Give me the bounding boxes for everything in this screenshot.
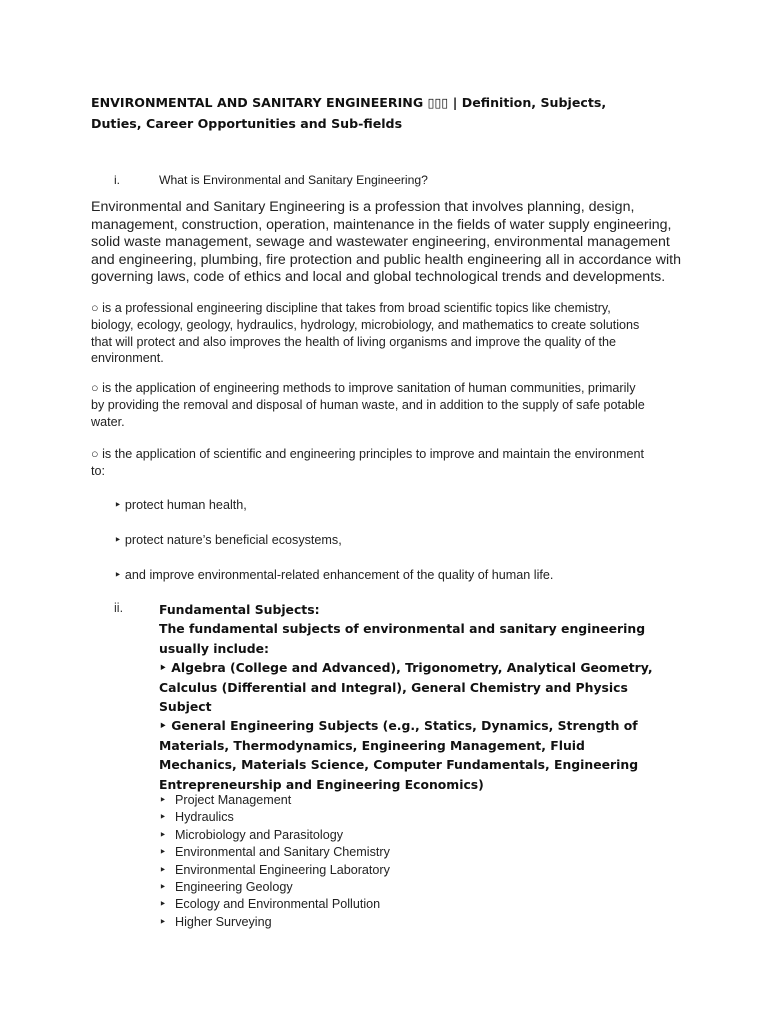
- point-line: that will protect and also improves the health of living organisms and improve the quality of the: [91, 334, 617, 349]
- point-paragraph-3: [91, 446, 681, 480]
- intro-line: and engineering, plumbing, fire protection and public health engineering all in accordance with: [91, 251, 681, 268]
- bold-line: Calculus (Differential and Integral), General Chemistry and Physics: [159, 679, 628, 695]
- bold-line: ‣ Algebra (College and Advanced), Trigonometry, Analytical Geometry,: [159, 660, 653, 676]
- bullet-item: ‣ protect nature’s beneficial ecosystems,: [114, 533, 342, 547]
- point-line: biology, ecology, geology, hydraulics, hydrology, microbiology, and mathematics to create solutions: [91, 317, 640, 332]
- title-line-1: [91, 92, 651, 113]
- point-line: by providing the removal and disposal of human waste, and in addition to the supply of safe potable: [91, 397, 645, 412]
- bullet-icon: ‣: [159, 793, 167, 807]
- intro-line: Environmental and Sanitary Engineering is a profession that involves planning, design,: [91, 199, 635, 215]
- list-item: [159, 844, 390, 861]
- point-paragraph-1: [91, 300, 681, 367]
- bullet-icon: ‣: [159, 880, 167, 895]
- subject-label: Microbiology and Parasitology: [175, 827, 344, 842]
- bullet-icon: ‣: [159, 897, 167, 912]
- section-1-number: i.: [114, 173, 120, 187]
- title-line-2: Duties, Career Opportunities and Sub-fields: [91, 116, 403, 131]
- point-line: environment.: [91, 351, 164, 366]
- point-line: water.: [91, 414, 125, 429]
- subject-label: Project Management: [175, 793, 292, 807]
- point-line: to:: [91, 463, 106, 478]
- title-missing-glyphs: ▯▯▯: [427, 95, 449, 110]
- intro-line: management, construction, operation, maintenance in the fields of water supply engineering,: [91, 216, 672, 233]
- bullet-icon: ‣: [159, 914, 167, 929]
- point-line: ○ is the application of scientific and engineering principles to improve and maintain the environment: [91, 447, 644, 461]
- bold-line: usually include:: [159, 640, 269, 656]
- list-item: [159, 809, 390, 826]
- bullet-icon: ‣: [159, 810, 167, 825]
- list-item: [159, 792, 390, 809]
- list-item: [159, 879, 390, 896]
- bullet-icon: ‣: [159, 862, 167, 877]
- bold-line: The fundamental subjects of environmental and sanitary engineering: [159, 621, 646, 637]
- point-paragraph-2: [91, 380, 681, 430]
- bold-line: Subject: [159, 699, 212, 715]
- point-line: ○ is the application of engineering methods to improve sanitation of human communities, primarily: [91, 381, 636, 395]
- section-2-heading: Fundamental Subjects:: [159, 602, 320, 617]
- intro-line: governing laws, code of ethics and local and global technological trends and developments.: [91, 269, 666, 286]
- subject-label: Environmental and Sanitary Chemistry: [175, 845, 390, 860]
- bullet-item: ‣ protect human health,: [114, 498, 247, 512]
- list-item: [159, 862, 390, 879]
- subject-label: Environmental Engineering Laboratory: [175, 862, 390, 877]
- subject-label: Hydraulics: [175, 810, 234, 825]
- point-line: ○ is a professional engineering discipline that takes from broad scientific topics like chemistry,: [91, 301, 611, 315]
- subject-label: Ecology and Environmental Pollution: [175, 897, 381, 912]
- section-2-bold-block: [159, 600, 659, 794]
- subject-label: Higher Surveying: [175, 914, 272, 929]
- section-2-number: ii.: [114, 601, 124, 615]
- bold-line: ‣ General Engineering Subjects (e.g., Statics, Dynamics, Strength of: [159, 718, 638, 734]
- title-rest: | Definition, Subjects,: [452, 95, 607, 110]
- subject-list: [159, 792, 390, 931]
- bullet-icon: ‣: [159, 827, 167, 842]
- list-item: [159, 896, 390, 913]
- bold-line: Mechanics, Materials Science, Computer Fundamentals, Engineering: [159, 757, 639, 773]
- section-1-intro: [91, 199, 691, 287]
- bullet-icon: ‣: [159, 845, 167, 860]
- subject-label: Engineering Geology: [175, 880, 293, 895]
- bullet-item: ‣ and improve environmental-related enhancement of the quality of human life.: [114, 568, 554, 582]
- bold-line: Materials, Thermodynamics, Engineering Management, Fluid: [159, 737, 585, 753]
- document-title: [91, 92, 651, 134]
- section-1-heading: What is Environmental and Sanitary Engineering?: [159, 173, 428, 187]
- title-main: ENVIRONMENTAL AND SANITARY ENGINEERING: [91, 95, 424, 110]
- list-item: [159, 827, 390, 844]
- bold-line: Entrepreneurship and Engineering Economics): [159, 776, 484, 792]
- list-item: [159, 914, 390, 931]
- intro-line: solid waste management, sewage and wastewater engineering, environmental management: [91, 234, 670, 251]
